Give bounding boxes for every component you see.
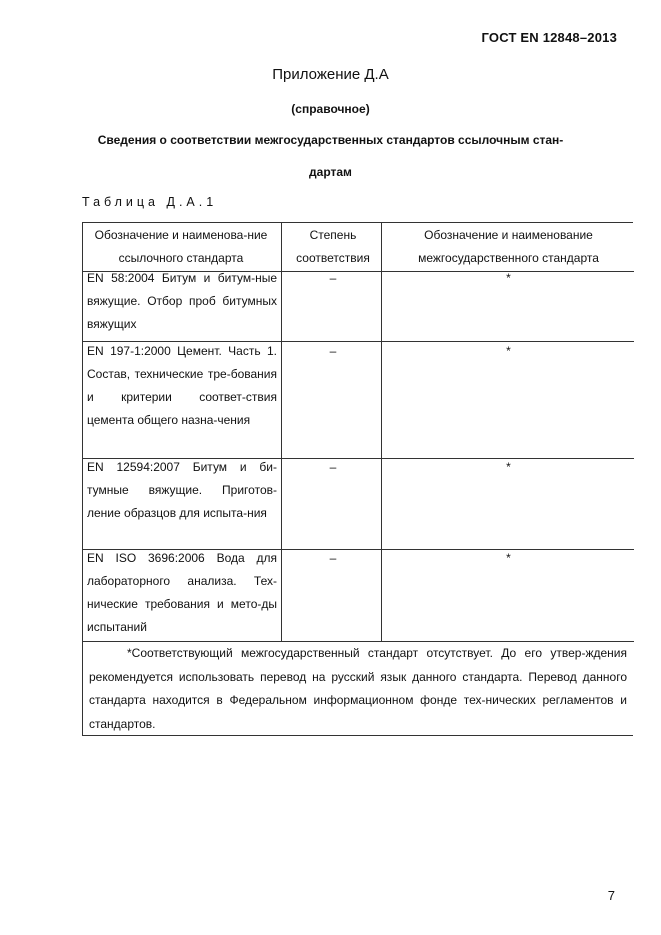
- column-header-reference: Обозначение и наименова-ние ссылочного стандарта: [94, 228, 268, 265]
- column-header-interstate: Обозначение и наименование межгосударственного стандарта: [418, 228, 599, 265]
- annex-heading-line-2: дартам: [309, 165, 352, 179]
- table-row-reference: EN 197-1:2000 Цемент. Часть 1. Состав, технические тре-бования и критерии соответ-ствия цемента общего назна-чения: [87, 344, 277, 427]
- annex-title: Приложение Д.А: [272, 66, 389, 83]
- table-row-degree: –: [329, 271, 337, 285]
- table-row-degree: –: [329, 460, 337, 474]
- table-row-reference: EN ISO 3696:2006 Вода для лабораторного анализа. Тех-нические требования и мето-ды испытаний: [87, 551, 277, 634]
- column-divider: [281, 223, 282, 642]
- standards-table: [82, 222, 633, 736]
- document-code: ГОСТ EN 12848–2013: [481, 30, 617, 45]
- page-number: 7: [607, 888, 615, 903]
- table-row-reference: EN 12594:2007 Битум и би-тумные вяжущие. Приготов-ление образцов для испыта-ния: [87, 460, 277, 520]
- annex-kind: (справочное): [291, 102, 370, 116]
- table-row-reference: EN 58:2004 Битум и битум-ные вяжущие. Отбор проб битумных вяжущих: [87, 271, 277, 331]
- table-row-interstate: *: [506, 344, 511, 358]
- table-row-interstate: *: [506, 271, 511, 285]
- column-header-degree: Степень соответствия: [296, 228, 370, 265]
- annex-heading-line-1: Сведения о соответствии межгосударственных стандартов ссылочным стан-: [97, 133, 564, 147]
- table-row-interstate: *: [506, 551, 511, 565]
- table-row-degree: –: [329, 551, 337, 565]
- table-row-degree: –: [329, 344, 337, 358]
- table-footnote: *Соответствующий межгосударственный стандарт отсутствует. До его утвер-ждения рекомендуется использовать перевод на русский язык данного стандарта. Перевод данного стандарта находится в Федеральном информационном фонде тех-нических регламентов и стандартов.: [89, 646, 627, 731]
- table-row-interstate: *: [506, 460, 511, 474]
- table-caption: Таблица Д.А.1: [82, 195, 218, 209]
